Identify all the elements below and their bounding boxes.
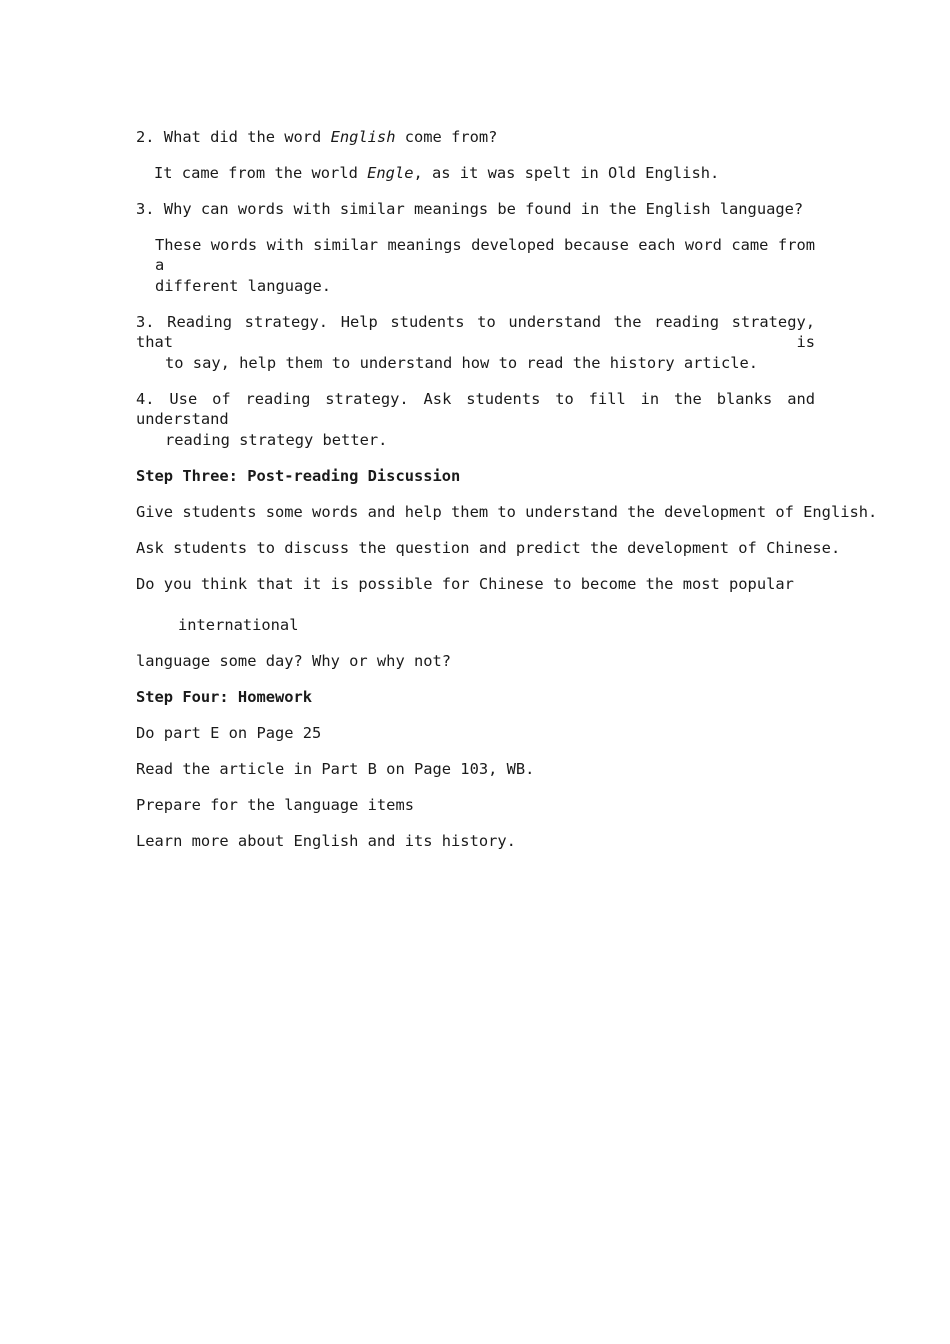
step-three-line-2: Ask students to discuss the question and predict the development of Chinese.	[136, 539, 841, 557]
answer-2-term: Engle	[367, 164, 414, 182]
homework-item: Do part E on Page 25	[136, 724, 322, 742]
item-3-line-2: to say, help them to understand how to read the history article.	[165, 354, 759, 372]
item-4-line-2: reading strategy better.	[165, 431, 388, 449]
homework-item: Learn more about English and its history.	[136, 832, 516, 850]
step-three-line-5: language some day? Why or why not?	[136, 652, 452, 670]
step-three-line-1: Give students some words and help them to understand the development of English.	[136, 503, 878, 521]
homework-item: Read the article in Part B on Page 103, WB.	[136, 760, 535, 778]
step-three-heading: Step Three: Post-reading Discussion	[136, 467, 461, 485]
item-4-line-1: 4. Use of reading strategy. Ask students to fill in the blanks and understand	[136, 390, 815, 428]
step-three-line-3: Do you think that it is possible for Chinese to become the most popular	[136, 575, 794, 593]
answer-3-line-1: These words with similar meanings developed because each word came from a	[155, 236, 815, 274]
question-3: 3. Why can words with similar meanings be found in the English language?	[136, 200, 804, 218]
answer-2-text-end: , as it was spelt in Old English.	[413, 164, 720, 182]
answer-3-line-2: different language.	[155, 277, 332, 295]
question-2-term: English	[330, 128, 396, 146]
item-3-line-1: 3. Reading strategy. Help students to understand the reading strategy, that is	[136, 313, 815, 351]
answer-2-text: It came from the world	[154, 164, 368, 182]
homework-item: Prepare for the language items	[136, 796, 414, 814]
question-2	[136, 127, 497, 147]
step-three-line-4: international	[178, 616, 299, 634]
step-four-heading: Step Four: Homework	[136, 688, 313, 706]
answer-2	[154, 163, 719, 183]
question-2-text-end: come from?	[395, 128, 498, 146]
question-2-text: 2. What did the word	[136, 128, 331, 146]
